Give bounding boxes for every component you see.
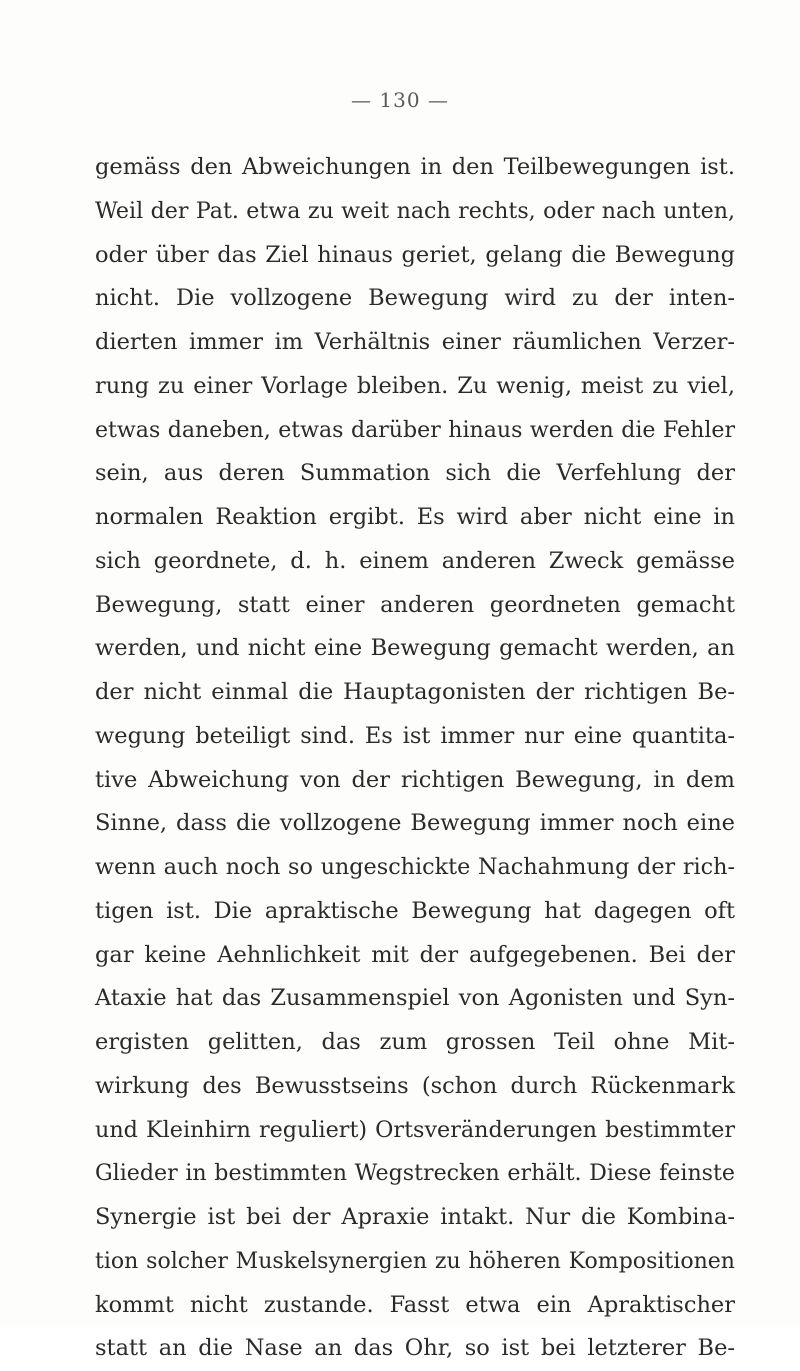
text-line: normalen Reaktion ergibt. Es wird aber nicht eine in — [95, 504, 735, 530]
text-line: dierten immer im Verhältnis einer räumlichen Verzer- — [95, 329, 735, 355]
text-line: sich geordnete, d. h. einem anderen Zweck gemässe — [95, 547, 735, 574]
text-line: der nicht einmal die Hauptagonisten der richtigen Be- — [95, 679, 735, 705]
text-line: oder über das Ziel hinaus geriet, gelang die Bewegung — [95, 241, 735, 268]
text-line: werden, und nicht eine Bewegung gemacht werden, an — [95, 635, 735, 662]
text-line: wirkung des Bewusstseins (schon durch Rückenmark — [95, 1072, 735, 1099]
text-line: tion solcher Muskelsynergien zu höheren Kompositionen — [95, 1248, 735, 1274]
text-line: gemäss den Abweichungen in den Teilbewegungen ist. — [95, 154, 735, 180]
text-line: kommt nicht zustande. Fasst etwa ein Apraktischer — [95, 1291, 735, 1318]
text-line: sein, aus deren Summation sich die Verfehlung der — [95, 460, 735, 487]
text-line: rung zu einer Vorlage bleiben. Zu wenig, meist zu viel, — [95, 372, 735, 399]
text-line: Ataxie hat das Zusammenspiel von Agonisten und Syn- — [95, 985, 735, 1012]
text-line: etwas daneben, etwas darüber hinaus werden die Fehler — [95, 417, 735, 443]
body-text — [95, 146, 735, 1371]
text-line: tigen ist. Die apraktische Bewegung hat dagegen oft — [95, 897, 735, 924]
text-line: ergisten gelitten, das zum grossen Teil ohne Mit- — [95, 1029, 735, 1055]
text-line: tive Abweichung von der richtigen Bewegung, in dem — [95, 766, 735, 793]
text-line: wegung beteiligt sind. Es ist immer nur eine quantita- — [95, 722, 735, 749]
text-line: Sinne, dass die vollzogene Bewegung immer noch eine — [95, 810, 735, 837]
text-line: Synergie ist bei der Apraxie intakt. Nur die Kombina- — [95, 1204, 735, 1230]
text-line: wenn auch noch so ungeschickte Nachahmung der rich- — [95, 854, 735, 880]
text-line: gar keine Aehnlichkeit mit der aufgegebenen. Bei der — [95, 941, 735, 968]
page-number: — 130 — — [351, 88, 449, 112]
text-line: Bewegung, statt einer anderen geordneten gemacht — [95, 591, 735, 618]
text-line: Weil der Pat. etwa zu weit nach rechts, oder nach unten, — [95, 197, 735, 224]
text-line: statt an die Nase an das Ohr, so ist bei letzterer Be- — [95, 1335, 735, 1362]
text-line: Glieder in bestimmten Wegstrecken erhält. Diese feinste — [95, 1160, 735, 1187]
text-line: nicht. Die vollzogene Bewegung wird zu der inten- — [95, 285, 735, 312]
text-line: und Kleinhirn reguliert) Ortsveränderungen bestimmter — [95, 1116, 735, 1143]
